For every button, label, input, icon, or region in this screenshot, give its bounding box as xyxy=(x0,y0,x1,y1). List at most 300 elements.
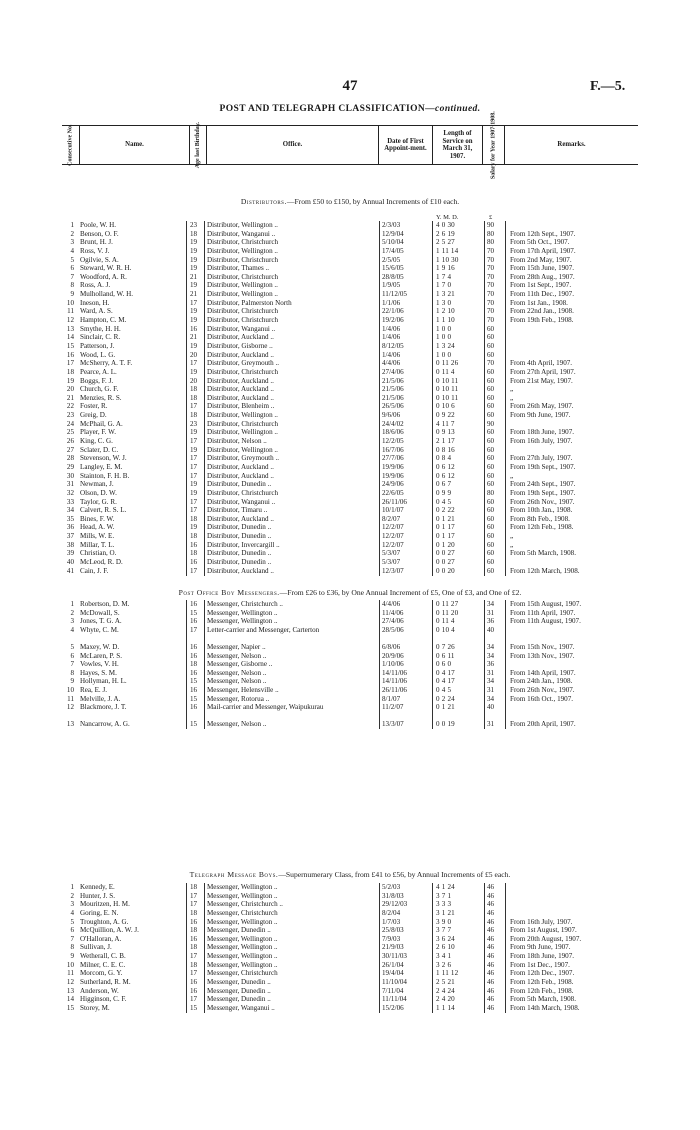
row-remarks: From 15th Nov., 1907. xyxy=(510,642,575,651)
column-rule xyxy=(204,600,205,729)
row-number: 20 xyxy=(66,385,74,394)
row-name: Wood, L. G. xyxy=(80,350,116,359)
row-remarks: From 4th April, 1907. xyxy=(510,359,573,368)
column-rule xyxy=(484,600,485,729)
row-office: Distributor, Wellington .. xyxy=(207,411,278,420)
row-salary: 70 xyxy=(487,272,495,281)
table-row xyxy=(0,952,700,961)
row-name: Sutherland, R. M. xyxy=(80,978,131,987)
row-length-of-service: 0 4 17 xyxy=(436,677,455,686)
row-office: Distributor, Dunedin .. xyxy=(207,557,272,566)
row-name: Rea, E. J. xyxy=(80,686,107,695)
row-office: Distributor, Wanganui .. xyxy=(207,229,276,238)
row-office: Distributor, Dunedin .. xyxy=(207,549,272,558)
row-number: 35 xyxy=(66,514,74,523)
row-appointment-date: 21/5/06 xyxy=(382,376,404,385)
column-rule xyxy=(186,600,187,729)
row-age: 16 xyxy=(190,651,198,660)
row-length-of-service: 0 6 0 xyxy=(436,660,452,669)
row-office: Distributor, Christchurch xyxy=(207,255,279,264)
row-name: Anderson, W. xyxy=(80,986,119,995)
row-office: Messenger, Nelson .. xyxy=(207,677,267,686)
row-salary: 46 xyxy=(487,900,495,909)
row-age: 15 xyxy=(190,1003,198,1012)
row-salary: 46 xyxy=(487,969,495,978)
row-name: Mulholland, W. H. xyxy=(80,290,134,299)
row-office: Distributor, Thames .. xyxy=(207,264,270,273)
row-salary: 70 xyxy=(487,255,495,264)
row-age: 21 xyxy=(190,272,198,281)
table-row xyxy=(0,351,700,360)
row-length-of-service: 2 4 24 xyxy=(436,986,455,995)
row-salary: 60 xyxy=(487,428,495,437)
row-appointment-date: 1/9/05 xyxy=(382,281,401,290)
row-number: 15 xyxy=(66,341,74,350)
row-length-of-service: 0 2 22 xyxy=(436,506,455,515)
row-office: Distributor, Nelson .. xyxy=(207,437,267,446)
row-length-of-service: 2 4 20 xyxy=(436,995,455,1004)
row-name: Hunter, J. S. xyxy=(80,891,115,900)
column-rule xyxy=(186,221,187,576)
table-row xyxy=(0,909,700,918)
row-length-of-service: 0 10 4 xyxy=(436,625,455,634)
row-salary: 46 xyxy=(487,978,495,987)
row-length-of-service: 0 9 22 xyxy=(436,411,455,420)
table-row xyxy=(0,600,700,609)
table-row xyxy=(0,307,700,316)
header-consecutive-no: Consecutive No. xyxy=(62,126,80,164)
row-age: 19 xyxy=(190,341,198,350)
row-name: Head, A. W. xyxy=(80,523,115,532)
column-rule xyxy=(505,221,506,576)
row-age: 16 xyxy=(190,986,198,995)
row-remarks: From 24th Jan., 1908. xyxy=(510,677,573,686)
table-row xyxy=(0,987,700,996)
row-number: 11 xyxy=(67,307,74,316)
row-age: 19 xyxy=(190,281,198,290)
row-length-of-service: 0 4 5 xyxy=(436,686,452,695)
row-office: Distributor, Greymouth .. xyxy=(207,359,280,368)
table-row xyxy=(0,498,700,507)
row-remarks: From 17th April, 1907. xyxy=(510,246,576,255)
row-length-of-service: 1 0 0 xyxy=(436,333,452,342)
row-salary: 46 xyxy=(487,934,495,943)
row-remarks: From 20th August, 1907. xyxy=(510,934,582,943)
row-length-of-service: 0 6 12 xyxy=(436,462,455,471)
row-remarks: From 16th July, 1907. xyxy=(510,917,573,926)
row-office: Messenger, Christchurch xyxy=(207,969,278,978)
table-row xyxy=(0,961,700,970)
row-salary: 46 xyxy=(487,926,495,935)
row-office: Messenger, Rotorua .. xyxy=(207,694,270,703)
row-office: Distributor, Christchurch xyxy=(207,367,279,376)
row-name: Olson, D. W. xyxy=(80,488,117,497)
row-office: Distributor, Dunedin .. xyxy=(207,532,272,541)
row-number: 5 xyxy=(70,255,74,264)
row-age: 20 xyxy=(190,350,198,359)
row-salary: 60 xyxy=(487,506,495,515)
row-length-of-service: 4 1 24 xyxy=(436,883,455,891)
row-remarks: From 19th Sept., 1907. xyxy=(510,462,576,471)
row-age: 17 xyxy=(190,471,198,480)
row-appointment-date: 24/9/06 xyxy=(382,480,404,489)
row-name: Steward, W. R. H. xyxy=(80,264,132,273)
row-name: Melville, J. A. xyxy=(80,694,121,703)
row-office: Distributor, Wanganui .. xyxy=(207,497,276,506)
table-row xyxy=(0,506,700,515)
row-remarks: From 20th April, 1907. xyxy=(510,720,576,729)
row-salary: 46 xyxy=(487,986,495,995)
row-appointment-date: 14/11/06 xyxy=(382,677,407,686)
row-remarks: From 5th March, 1908. xyxy=(510,549,577,558)
row-salary: 80 xyxy=(487,229,495,238)
row-length-of-service: 3 7 7 xyxy=(436,926,452,935)
row-remarks: From 1st August, 1907. xyxy=(510,926,577,935)
row-remarks: From 9th June, 1907. xyxy=(510,943,571,952)
column-rule xyxy=(379,600,380,729)
row-remarks: From 12th Sept., 1907. xyxy=(510,229,576,238)
row-remarks: From 10th Jan., 1908. xyxy=(510,506,573,515)
row-remarks: From 5th Oct., 1907. xyxy=(510,238,570,247)
table-row xyxy=(0,652,700,661)
row-age: 18 xyxy=(190,385,198,394)
row-office: Messenger, Wellington .. xyxy=(207,883,278,891)
table-row xyxy=(0,489,700,498)
telegraph-message-boys-table xyxy=(0,883,700,1013)
table-row xyxy=(0,523,700,532)
table-row xyxy=(0,281,700,290)
row-age: 20 xyxy=(190,376,198,385)
row-appointment-date: 11/11/04 xyxy=(382,995,407,1004)
row-salary: 60 xyxy=(487,333,495,342)
row-appointment-date: 7/9/03 xyxy=(382,934,401,943)
row-name: McDowall, S. xyxy=(80,608,120,617)
row-length-of-service: 2 5 21 xyxy=(436,978,455,987)
row-appointment-date: 12/2/07 xyxy=(382,532,404,541)
row-appointment-date: 7/11/04 xyxy=(382,986,404,995)
row-age: 19 xyxy=(190,488,198,497)
row-office: Distributor, Auckland .. xyxy=(207,393,274,402)
row-name: Greig, D. xyxy=(80,411,107,420)
row-number: 14 xyxy=(66,995,74,1004)
row-remarks: From 12th Feb., 1908. xyxy=(510,986,574,995)
row-salary: 40 xyxy=(487,703,495,712)
row-salary: 60 xyxy=(487,411,495,420)
row-length-of-service: 0 11 26 xyxy=(436,359,459,368)
row-remarks: From 11th Dec., 1907. xyxy=(510,290,574,299)
table-row xyxy=(0,299,700,308)
row-salary: 46 xyxy=(487,995,495,1004)
row-age: 16 xyxy=(190,324,198,333)
row-name: Stainton, F. H. B. xyxy=(80,471,130,480)
row-office: Distributor, Gisborne .. xyxy=(207,341,273,350)
column-rule xyxy=(186,883,187,1013)
row-salary: 31 xyxy=(487,720,495,729)
row-number: 30 xyxy=(66,471,74,480)
row-number: 6 xyxy=(70,264,74,273)
row-number: 2 xyxy=(70,891,74,900)
row-number: 17 xyxy=(66,359,74,368)
row-number: 34 xyxy=(66,506,74,515)
row-length-of-service: 4 0 30 xyxy=(436,221,455,229)
table-row xyxy=(0,677,700,686)
table-row xyxy=(0,221,700,230)
row-name: Brunt, H. J. xyxy=(80,238,113,247)
row-appointment-date: 10/1/07 xyxy=(382,506,404,515)
row-salary: 60 xyxy=(487,497,495,506)
row-name: Millar, T. L. xyxy=(80,540,115,549)
table-row xyxy=(0,480,700,489)
column-rule xyxy=(379,883,380,1013)
row-office: Distributor, Wellington .. xyxy=(207,445,278,454)
row-age: 18 xyxy=(190,660,198,669)
row-length-of-service: 1 3 21 xyxy=(436,290,455,299)
row-number: 10 xyxy=(66,960,74,969)
row-remarks: From 19th Sept., 1907. xyxy=(510,488,576,497)
table-row xyxy=(0,703,700,720)
row-number: 12 xyxy=(66,703,74,712)
row-name: Goring, E. N. xyxy=(80,908,119,917)
row-salary: 46 xyxy=(487,960,495,969)
row-office: Messenger, Nelson .. xyxy=(207,720,267,729)
column-rule xyxy=(484,883,485,1013)
row-remarks: From 12th Feb., 1908. xyxy=(510,978,574,987)
table-row xyxy=(0,995,700,1004)
row-name: Robertson, D. M. xyxy=(80,600,130,608)
row-length-of-service: 3 6 24 xyxy=(436,934,455,943)
row-name: Maxey, W. D. xyxy=(80,642,120,651)
row-name: Jones, T. G. A. xyxy=(80,617,122,626)
row-appointment-date: 18/6/06 xyxy=(382,428,404,437)
row-salary: 60 xyxy=(487,350,495,359)
table-row xyxy=(0,515,700,524)
row-remarks: From 13th Nov., 1907. xyxy=(510,651,575,660)
row-salary: 70 xyxy=(487,298,495,307)
row-age: 17 xyxy=(190,952,198,961)
row-number: 19 xyxy=(66,376,74,385)
row-appointment-date: 11/12/05 xyxy=(382,290,407,299)
row-age: 18 xyxy=(190,229,198,238)
row-number: 38 xyxy=(66,540,74,549)
row-name: Patterson, J. xyxy=(80,341,115,350)
row-number: 15 xyxy=(66,1003,74,1012)
row-age: 16 xyxy=(190,934,198,943)
row-appointment-date: 5/10/04 xyxy=(382,238,404,247)
row-office: Letter-carrier and Messenger, Carterton xyxy=(207,625,320,634)
row-office: Messenger, Wellington .. xyxy=(207,943,278,952)
row-remarks: From 9th June, 1907. xyxy=(510,411,571,420)
row-appointment-date: 9/6/06 xyxy=(382,411,401,420)
row-office: Messenger, Nelson .. xyxy=(207,668,267,677)
row-number: 25 xyxy=(66,428,74,437)
row-length-of-service: 0 1 21 xyxy=(436,703,455,712)
row-number: 3 xyxy=(70,238,74,247)
row-remarks: „ xyxy=(510,385,514,394)
row-salary: 31 xyxy=(487,668,495,677)
row-age: 18 xyxy=(190,514,198,523)
row-name: Calvert, R. S. L. xyxy=(80,506,127,515)
row-salary: 60 xyxy=(487,514,495,523)
row-length-of-service: 0 0 20 xyxy=(436,566,455,575)
row-office: Messenger, Christchurch .. xyxy=(207,900,283,909)
row-office: Messenger, Dunedin .. xyxy=(207,986,271,995)
row-length-of-service: 1 3 0 xyxy=(436,298,452,307)
row-length-of-service: 0 10 6 xyxy=(436,402,455,411)
row-remarks: From 18th June, 1907. xyxy=(510,428,575,437)
row-office: Messenger, Wellington .. xyxy=(207,934,278,943)
row-length-of-service: 1 3 24 xyxy=(436,341,455,350)
row-appointment-date: 2/5/05 xyxy=(382,255,401,264)
row-age: 16 xyxy=(190,600,198,608)
header-office: Office. xyxy=(207,126,379,164)
row-appointment-date: 15/2/06 xyxy=(382,1003,404,1012)
table-row xyxy=(0,377,700,386)
row-office: Messenger, Dunedin .. xyxy=(207,995,271,1004)
row-office: Distributor, Auckland .. xyxy=(207,350,274,359)
table-row xyxy=(0,900,700,909)
row-name: Kennedy, E. xyxy=(80,883,115,891)
row-appointment-date: 5/3/07 xyxy=(382,557,401,566)
row-office: Messenger, Wellington .. xyxy=(207,608,278,617)
row-name: Smythe, H. H. xyxy=(80,324,121,333)
row-number: 5 xyxy=(70,642,74,651)
row-salary: 80 xyxy=(487,238,495,247)
row-name: Whyte, C. M. xyxy=(80,625,119,634)
row-number: 7 xyxy=(70,272,74,281)
row-length-of-service: 1 0 0 xyxy=(436,350,452,359)
row-office: Distributor, Greymouth .. xyxy=(207,454,280,463)
row-salary: 90 xyxy=(487,419,495,428)
row-office: Messenger, Christchurch .. xyxy=(207,600,283,608)
row-appointment-date: 1/1/06 xyxy=(382,298,401,307)
row-length-of-service: 2 5 27 xyxy=(436,238,455,247)
row-age: 17 xyxy=(190,462,198,471)
row-salary: 60 xyxy=(487,445,495,454)
row-age: 19 xyxy=(190,367,198,376)
row-age: 19 xyxy=(190,480,198,489)
row-number: 21 xyxy=(66,393,74,402)
row-length-of-service: 0 10 11 xyxy=(436,393,459,402)
header-remarks: Remarks. xyxy=(557,141,586,149)
row-salary: 60 xyxy=(487,341,495,350)
row-appointment-date: 30/11/03 xyxy=(382,952,407,961)
row-office: Distributor, Wellington .. xyxy=(207,246,278,255)
row-appointment-date: 5/2/03 xyxy=(382,883,401,891)
table-row xyxy=(0,969,700,978)
table-row xyxy=(0,290,700,299)
column-rule xyxy=(505,883,506,1013)
column-rule xyxy=(505,600,506,729)
row-number: 10 xyxy=(66,298,74,307)
table-row xyxy=(0,402,700,411)
row-appointment-date: 11/10/04 xyxy=(382,978,407,987)
row-remarks: „ xyxy=(510,540,514,549)
row-salary: 46 xyxy=(487,943,495,952)
table-row xyxy=(0,669,700,678)
row-number: 13 xyxy=(66,324,74,333)
row-remarks: From 11th April, 1907. xyxy=(510,608,576,617)
row-age: 23 xyxy=(190,419,198,428)
row-number: 5 xyxy=(70,917,74,926)
column-rule xyxy=(432,221,433,576)
row-office: Distributor, Timaru .. xyxy=(207,506,268,515)
row-number: 14 xyxy=(66,333,74,342)
row-length-of-service: 1 11 14 xyxy=(436,246,459,255)
row-office: Distributor, Wellington .. xyxy=(207,428,278,437)
row-remarks: From 12th March, 1908. xyxy=(510,566,580,575)
row-appointment-date: 27/4/06 xyxy=(382,367,404,376)
row-remarks: From 28th Aug., 1907. xyxy=(510,272,575,281)
row-number: 40 xyxy=(66,557,74,566)
row-office: Distributor, Dunedin .. xyxy=(207,480,272,489)
boy-messengers-table xyxy=(0,600,700,729)
table-row xyxy=(0,463,700,472)
table-row xyxy=(0,472,700,481)
row-appointment-date: 27/4/06 xyxy=(382,617,404,626)
row-number: 1 xyxy=(70,883,74,891)
row-age: 19 xyxy=(190,316,198,325)
row-name: Poole, W. H. xyxy=(80,221,117,229)
table-row xyxy=(0,926,700,935)
row-salary: 60 xyxy=(487,385,495,394)
column-rule xyxy=(432,883,433,1013)
table-row xyxy=(0,695,700,704)
row-length-of-service: 0 6 11 xyxy=(436,651,455,660)
row-remarks: From 8th Feb., 1908. xyxy=(510,514,570,523)
row-age: 17 xyxy=(190,437,198,446)
row-age: 19 xyxy=(190,307,198,316)
distributors-table xyxy=(0,221,700,575)
row-number: 16 xyxy=(66,350,74,359)
row-age: 18 xyxy=(190,393,198,402)
row-length-of-service: 0 1 17 xyxy=(436,532,455,541)
table-row xyxy=(0,643,700,652)
row-name: Menzies, R. S. xyxy=(80,393,122,402)
row-appointment-date: 19/2/06 xyxy=(382,316,404,325)
table-row xyxy=(0,256,700,265)
row-age: 18 xyxy=(190,960,198,969)
row-name: Ogilvie, S. A. xyxy=(80,255,119,264)
row-length-of-service: 0 1 21 xyxy=(436,514,455,523)
row-length-of-service: 2 1 17 xyxy=(436,437,455,446)
page-title xyxy=(0,104,700,114)
row-appointment-date: 8/2/04 xyxy=(382,908,401,917)
row-number: 2 xyxy=(70,608,74,617)
table-header xyxy=(62,111,638,179)
table-row xyxy=(0,541,700,550)
row-salary: 31 xyxy=(487,686,495,695)
row-name: Foster, R. xyxy=(80,402,108,411)
row-salary: 36 xyxy=(487,617,495,626)
row-age: 19 xyxy=(190,264,198,273)
row-appointment-date: 22/1/06 xyxy=(382,307,404,316)
row-number: 4 xyxy=(70,246,74,255)
row-number: 11 xyxy=(67,969,74,978)
row-name: McQuillion, A. W. J. xyxy=(80,926,139,935)
table-row xyxy=(0,567,700,576)
row-salary: 60 xyxy=(487,480,495,489)
table-row xyxy=(0,935,700,944)
row-age: 15 xyxy=(190,677,198,686)
row-name: Wetherall, C. B. xyxy=(80,952,126,961)
row-appointment-date: 12/9/04 xyxy=(382,229,404,238)
row-salary: 60 xyxy=(487,393,495,402)
row-number: 3 xyxy=(70,900,74,909)
row-number: 33 xyxy=(66,497,74,506)
row-length-of-service: 0 6 7 xyxy=(436,480,452,489)
table-row xyxy=(0,368,700,377)
row-number: 23 xyxy=(66,411,74,420)
